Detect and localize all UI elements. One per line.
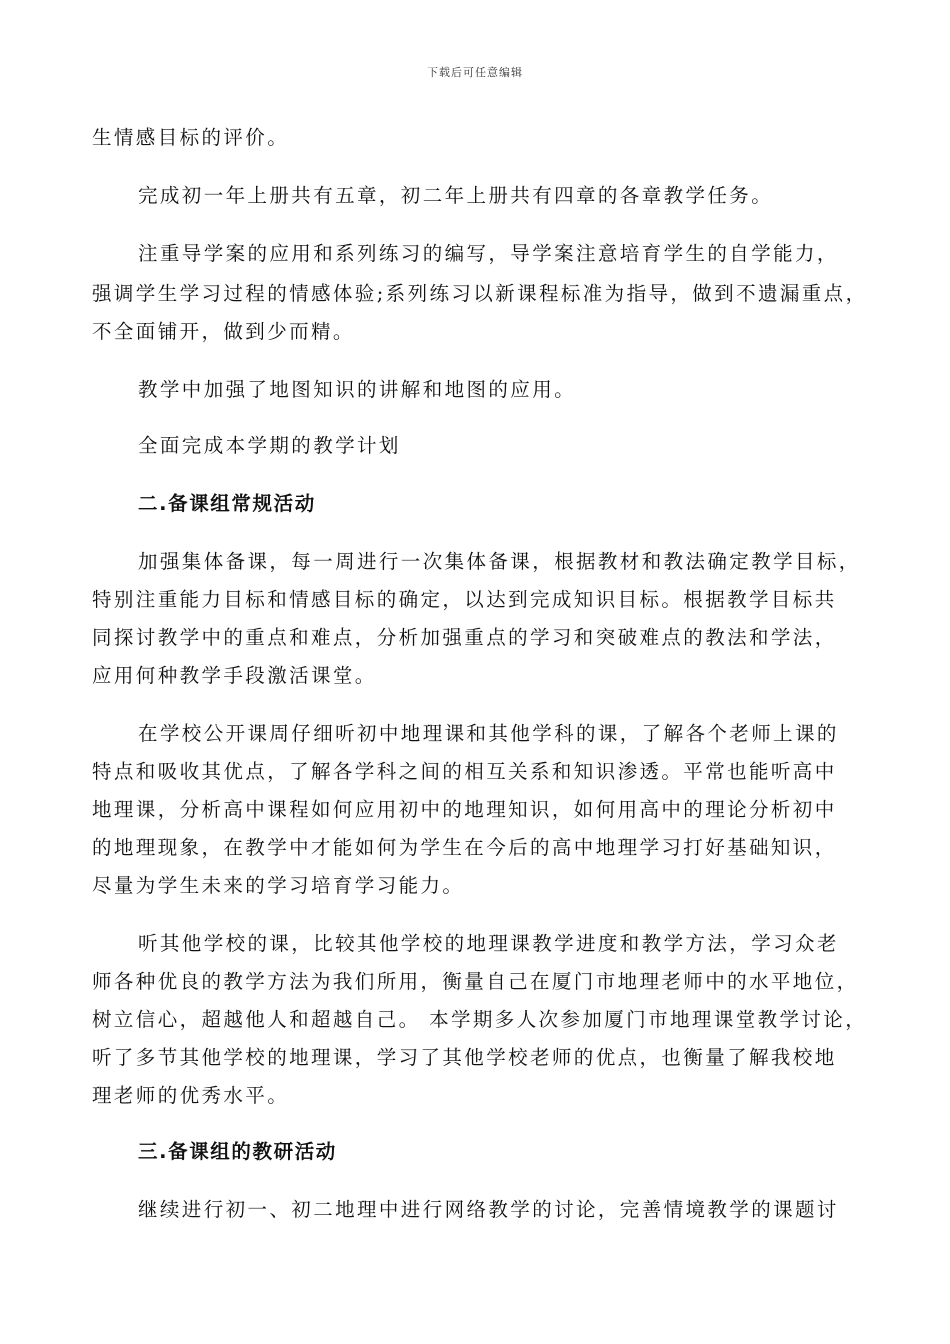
paragraph-line: 特点和吸收其优点，了解各学科之间的相互关系和知识渗透。平常也能听高中 [92,760,837,783]
paragraph-line: 理老师的优秀水平。 [92,1084,290,1107]
paragraph-line: 强调学生学习过程的情感体验;系列练习以新课程标准为指导，做到不遗漏重点， [92,282,868,305]
paragraph-line: 应用何种教学手段激活课堂。 [92,664,377,687]
paragraph-line: 在学校公开课周仔细听初中地理课和其他学科的课，了解各个老师上课的 [138,722,839,745]
paragraph-line: 同探讨教学中的重点和难点，分析加强重点的学习和突破难点的教法和学法， [92,626,837,649]
paragraph-line: 注重导学案的应用和系列练习的编写，导学案注意培育学生的自学能力， [138,242,839,265]
paragraph-line: 的地理现象，在教学中才能如何为学生在今后的高中地理学习打好基础知识， [92,836,837,859]
paragraph-line: 尽量为学生未来的学习培育学习能力。 [92,874,465,897]
paragraph-line: 教学中加强了地图知识的讲解和地图的应用。 [138,378,577,401]
paragraph-line: 不全面铺开，做到少而精。 [92,320,355,343]
paragraph-line: 继续进行初一、初二地理中进行网络教学的讨论，完善情境教学的课题讨 [138,1198,839,1221]
section-heading: 三.备课组的教研活动 [138,1140,337,1163]
paragraph-line: 地理课，分析高中课程如何应用初中的地理知识，如何用高中的理论分析初中 [92,798,837,821]
paragraph-line: 完成初一年上册共有五章，初二年上册共有四章的各章教学任务。 [138,184,774,207]
section-heading: 二.备课组常规活动 [138,492,316,515]
paragraph-line: 加强集体备课，每一周进行一次集体备课，根据教材和教法确定教学目标， [138,550,861,573]
page-header-note: 下载后可任意编辑 [427,66,523,79]
paragraph-line: 生情感目标的评价。 [92,126,290,149]
paragraph-line: 特别注重能力目标和情感目标的确定，以达到完成知识目标。根据教学目标共 [92,588,837,611]
paragraph-line: 树立信心，超越他人和超越自己。 本学期多人次参加厦门市地理课堂教学讨论， [92,1008,868,1031]
paragraph-line: 师各种优良的教学方法为我们所用，衡量自己在厦门市地理老师中的水平地位， [92,970,859,993]
paragraph-line: 听了多节其他学校的地理课，学习了其他学校老师的优点，也衡量了解我校地 [92,1046,837,1069]
paragraph-line: 听其他学校的课，比较其他学校的地理课教学进度和教学方法，学习众老 [138,932,839,955]
paragraph-line: 全面完成本学期的教学计划 [138,434,401,457]
